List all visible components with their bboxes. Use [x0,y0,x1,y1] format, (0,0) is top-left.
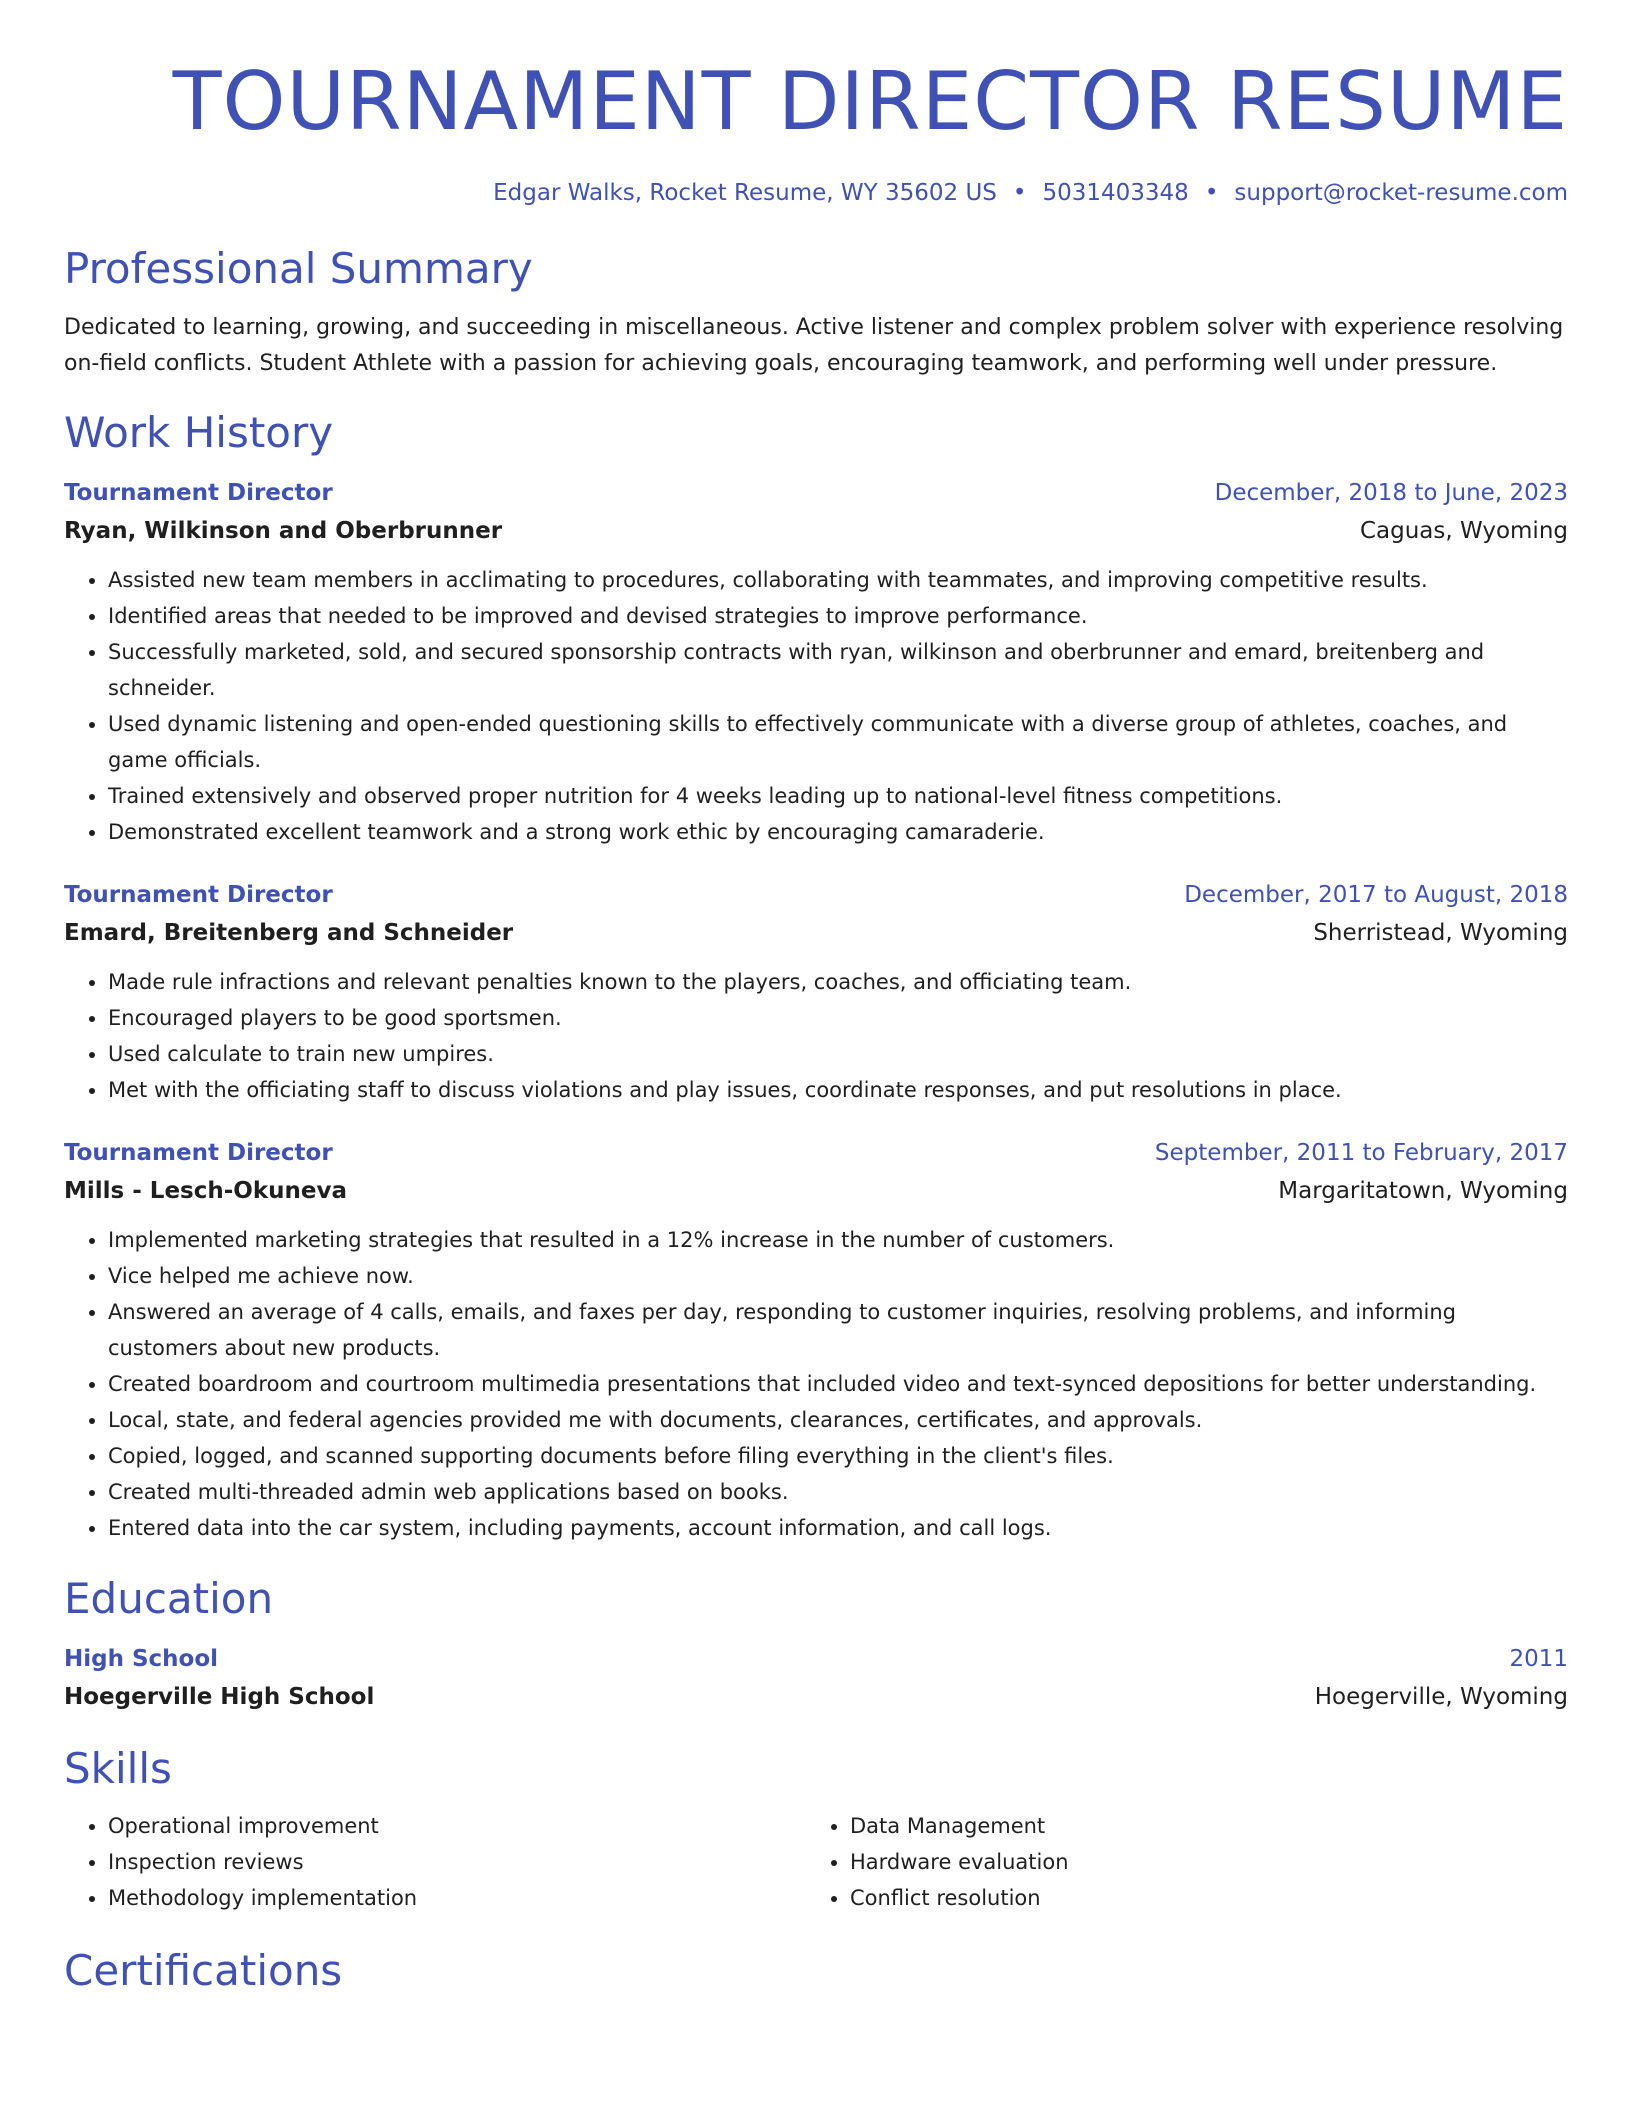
education-heading: Education [64,1574,274,1623]
job-dates: September, 2011 to February, 2017 [1154,1140,1568,1166]
skill-item: • Conflict resolution [850,1880,1548,1916]
skill-item: • Hardware evaluation [850,1844,1548,1880]
job-location: Margaritatown, Wyoming [1278,1178,1568,1204]
job-bullet: • Used calculate to train new umpires. [108,1036,1568,1072]
job-bullets [64,562,1568,850]
skill-item: • Data Management [850,1808,1548,1844]
job-location: Sherristead, Wyoming [1313,920,1568,946]
job-bullet: • Met with the officiating staff to discuss violations and play issues, coordinate responses, and put resolutions in place. [108,1072,1568,1108]
job-company: Mills - Lesch-Okuneva [64,1178,347,1204]
job-bullet: • Entered data into the car system, including payments, account information, and call logs. [108,1510,1568,1546]
job-bullet: • Answered an average of 4 calls, emails, and faxes per day, responding to customer inquiries, resolving problems, and informing customers about new products. [108,1294,1568,1366]
job-bullet: • Made rule infractions and relevant penalties known to the players, coaches, and officiating team. [108,964,1568,1000]
job-entry [64,876,1568,1108]
separator-dot: • [1012,180,1027,206]
education-degree: High School [64,1646,219,1672]
skill-item: • Inspection reviews [108,1844,806,1880]
summary-heading: Professional Summary [64,244,533,293]
resume-title: TOURNAMENT DIRECTOR RESUME [172,55,1568,148]
job-bullet: • Vice helped me achieve now. [108,1258,1568,1294]
job-bullets [64,964,1568,1108]
job-title: Tournament Director [64,480,333,506]
summary-text: Dedicated to learning, growing, and succeeding in miscellaneous. Active listener and complex problem solver with experience resolving on-field conflicts. Student Athlete with a passion for achieving goals, encouraging teamwork, and performing well under pressure. [64,315,1564,376]
job-bullet: • Local, state, and federal agencies provided me with documents, clearances, certificates, and approvals. [108,1402,1568,1438]
job-title: Tournament Director [64,882,333,908]
job-bullet: • Copied, logged, and scanned supporting documents before filing everything in the client's files. [108,1438,1568,1474]
certifications-heading: Certifications [64,1946,343,1995]
job-bullet: • Assisted new team members in acclimating to procedures, collaborating with teammates, and improving competitive results. [108,562,1568,598]
job-dates: December, 2018 to June, 2023 [1214,480,1568,506]
job-bullet: • Demonstrated excellent teamwork and a strong work ethic by encouraging camaraderie. [108,814,1568,850]
work-history-heading: Work History [64,408,334,457]
contact-email: support@rocket-resume.com [1234,180,1568,206]
education-entry [64,1640,1568,1716]
job-bullet: • Implemented marketing strategies that resulted in a 12% increase in the number of customers. [108,1222,1568,1258]
resume-page [64,0,1568,1998]
skills-heading: Skills [64,1744,172,1793]
job-bullet: • Used dynamic listening and open-ended questioning skills to effectively communicate with a diverse group of athletes, coaches, and game officials. [108,706,1568,778]
job-bullet: • Created boardroom and courtroom multimedia presentations that included video and text-synced depositions for better understanding. [108,1366,1568,1402]
job-entry [64,474,1568,850]
separator-dot: • [1204,180,1219,206]
skills-right-column [806,1808,1548,1916]
contact-address: Edgar Walks, Rocket Resume, WY 35602 US [493,180,997,206]
skill-item: • Methodology implementation [108,1880,806,1916]
education-location: Hoegerville, Wyoming [1314,1684,1568,1710]
job-bullet: • Trained extensively and observed proper nutrition for 4 weeks leading up to national-level fitness competitions. [108,778,1568,814]
skills-columns [64,1808,1568,1916]
job-company: Emard, Breitenberg and Schneider [64,920,514,946]
job-location: Caguas, Wyoming [1359,518,1568,544]
job-company: Ryan, Wilkinson and Oberbrunner [64,518,503,544]
job-bullet: • Identified areas that needed to be improved and devised strategies to improve performance. [108,598,1568,634]
skills-left-column [64,1808,806,1916]
job-bullet: • Encouraged players to be good sportsmen. [108,1000,1568,1036]
job-entry [64,1134,1568,1546]
job-dates: December, 2017 to August, 2018 [1184,882,1568,908]
contact-phone: 5031403348 [1042,180,1189,206]
education-year: 2011 [1509,1646,1568,1672]
job-bullet: • Created multi-threaded admin web applications based on books. [108,1474,1568,1510]
skill-item: • Operational improvement [108,1808,806,1844]
job-bullets [64,1222,1568,1546]
contact-line [64,178,1568,208]
job-title: Tournament Director [64,1140,333,1166]
education-school: Hoegerville High School [64,1684,375,1710]
job-bullet: • Successfully marketed, sold, and secured sponsorship contracts with ryan, wilkinson and oberbrunner and emard, breitenberg and schneider. [108,634,1568,706]
